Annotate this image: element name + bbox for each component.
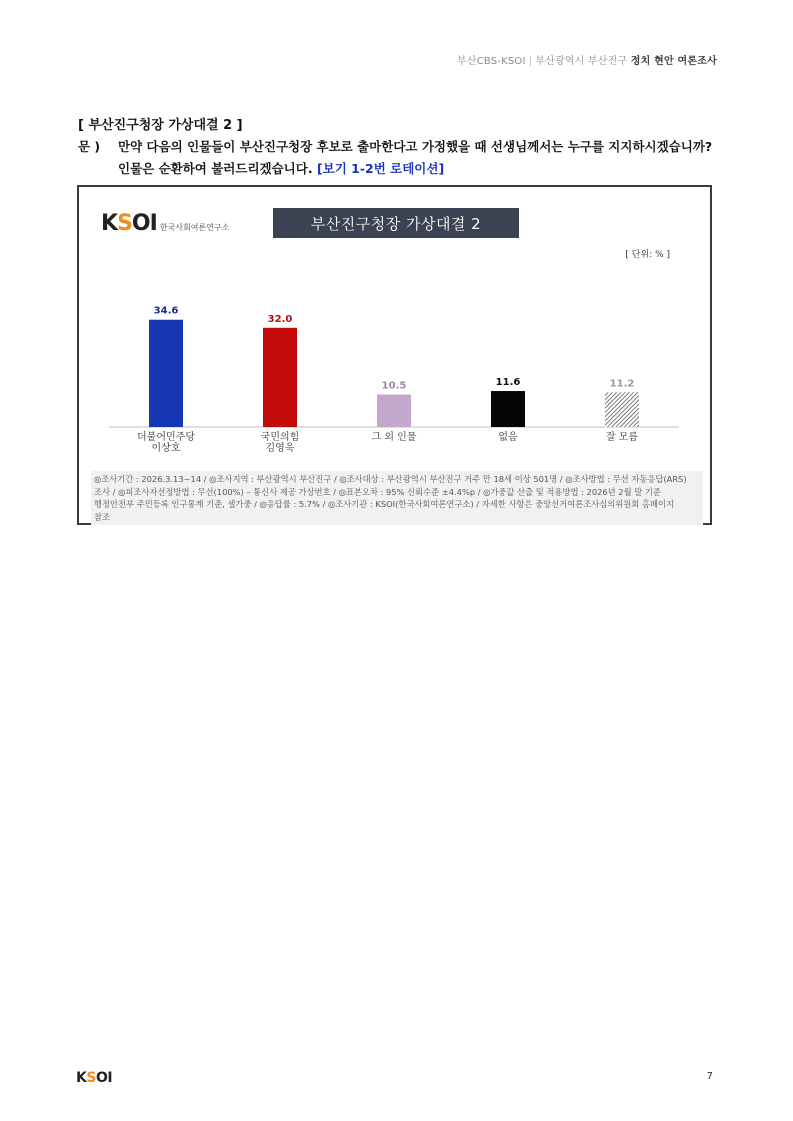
category-label: 더불어민주당 [137, 432, 195, 443]
bar-value-label: 10.5 [381, 380, 407, 392]
category-label: 국민의힘 [260, 432, 300, 443]
bar-value-label: 11.2 [609, 378, 635, 390]
bar-chart [79, 187, 710, 467]
footnote-line-1: ◎조사기간 : 2026.3.13~14 / ◎조사지역 : 부산광역시 부산진구 / ◎조사대상 : 부산광역시 부산진구 거주 만 18세 이상 501명 / ◎조사방법 : 무선 자동응답(ARS) [94, 474, 687, 484]
bar-value-label: 11.6 [495, 377, 521, 389]
chart-panel [77, 185, 712, 525]
ksoi-logo-subtitle: 한국사회여론연구소 [159, 223, 230, 232]
header-region: 부산광역시 부산진구 [535, 56, 628, 67]
unit-label: [ 단위: % ] [625, 250, 670, 260]
footnote-line-2: 조사 / ◎피조사자선정방법 : 무선(100%) – 통신사 제공 가상번호 / ◎표본오차 : 95% 신뢰수준 ±4.4%p / ◎가중값 산출 및 적용방법 : 2026년 2월 말 기준 [94, 486, 661, 497]
page-header: 부산CBS-KSOI | 부산광역시 부산진구 정치 현안 여론조사 [456, 56, 717, 67]
bar [377, 394, 411, 427]
question-label: 문 ) [78, 139, 101, 154]
category-label: 잘 모름 [605, 432, 639, 443]
category-label: 없음 [498, 432, 518, 443]
question-line-2-wrap [78, 158, 718, 180]
chart-title: 부산진구청장 가상대결 2 [273, 208, 519, 238]
category-label: 김영욱 [265, 443, 295, 454]
category-label: 이상호 [151, 443, 181, 454]
ksoi-logo-mark: KSOI [101, 211, 157, 236]
question-line-1: 만약 다음의 인물들이 부산진구청장 후보로 출마한다고 가정했을 때 선생님께서는 누구를 지지하시겠습니까? [118, 139, 713, 154]
bar-value-label: 34.6 [153, 305, 179, 317]
category-label: 그 외 인물 [371, 432, 417, 443]
header-topic: 정치 현안 여론조사 [630, 56, 717, 67]
question-block [78, 136, 718, 180]
bar [149, 320, 183, 427]
footnote-line-3: 행정안전부 주민등록 인구통계 기준, 셀가중 / ◎응답률 : 5.7% / ◎조사기관 : KSOI(한국사회여론연구소) / 자세한 사항은 중앙선거여론조사심의위원회 홈페이지 [94, 499, 675, 509]
bar [605, 392, 639, 427]
bar-value-label: 32.0 [267, 313, 293, 325]
question-line-2: 인물은 순환하여 불러드리겠습니다. [118, 161, 313, 176]
footer-logo: KSOI [76, 1070, 113, 1086]
page-number: 7 [706, 1071, 713, 1082]
header-source: 부산CBS-KSOI [456, 56, 526, 67]
footnote-line-4: 참조 [94, 511, 111, 522]
section-title: [ 부산진구청장 가상대결 2 ] [78, 118, 243, 133]
survey-footnote [91, 471, 703, 525]
bar [263, 328, 297, 427]
bar [491, 391, 525, 427]
rotation-note: [보기 1-2번 로테이션] [316, 161, 445, 176]
